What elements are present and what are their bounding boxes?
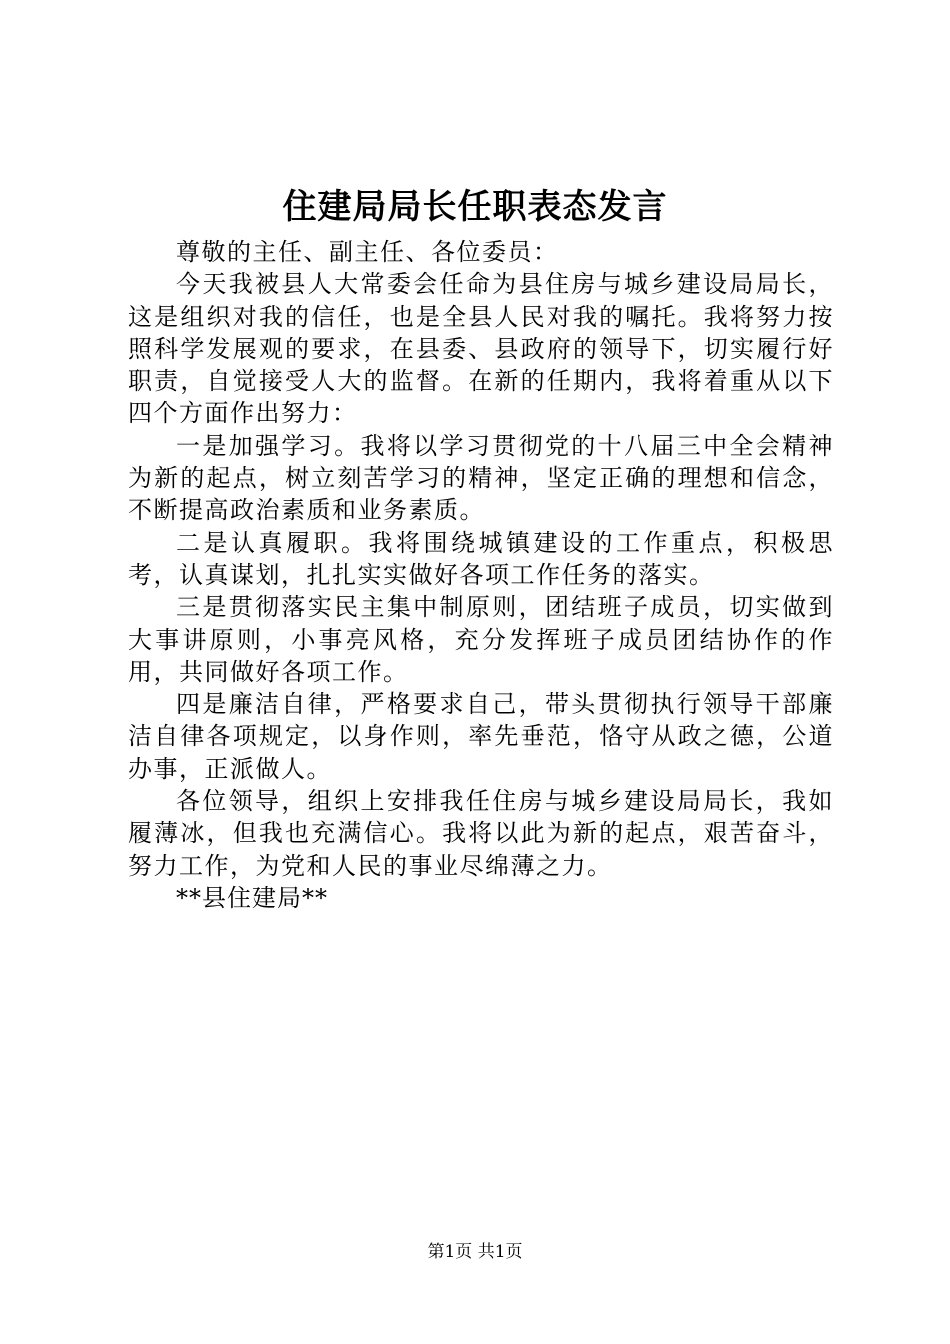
salutation: 尊敬的主任、副主任、各位委员：	[176, 238, 559, 266]
paragraph-point-3: 三是贯彻落实民主集中制原则，团结班子成员，切实做到大事讲原则，小事亮风格，充分发挥班子成员团结协作的作用，共同做好各项工作。	[128, 593, 834, 686]
document-body	[128, 236, 834, 914]
signature: **县住建局**	[176, 883, 328, 912]
page-footer: 第1页 共1页	[427, 1242, 523, 1262]
paragraph-point-1: 一是加强学习。我将以学习贯彻党的十八届三中全会精神为新的起点，树立刻苦学习的精神，坚定正确的理想和信念，不断提高政治素质和业务素质。	[128, 431, 834, 525]
paragraph-intro: 今天我被县人大常委会任命为县住房与城乡建设局局长，这是组织对我的信任，也是全县人民对我的嘱托。我将努力按照科学发展观的要求，在县委、县政府的领导下，切实履行好职责，自觉接受人大的监督。在新的任期内，我将着重从以下四个方面作出努力：	[128, 270, 834, 428]
paragraph-point-4: 四是廉洁自律，严格要求自己，带头贯彻执行领导干部廉洁自律各项规定，以身作则，率先垂范，恪守从政之德，公道办事，正派做人。	[128, 690, 834, 783]
paragraph-point-2: 二是认真履职。我将围绕城镇建设的工作重点，积极思考，认真谋划，扎扎实实做好各项工作任务的落实。	[128, 528, 834, 589]
document-title: 住建局局长任职表态发言	[282, 187, 668, 227]
paragraph-closing: 各位领导，组织上安排我任住房与城乡建设局局长，我如履薄冰，但我也充满信心。我将以此为新的起点，艰苦奋斗，努力工作，为党和人民的事业尽绵薄之力。	[128, 787, 834, 880]
